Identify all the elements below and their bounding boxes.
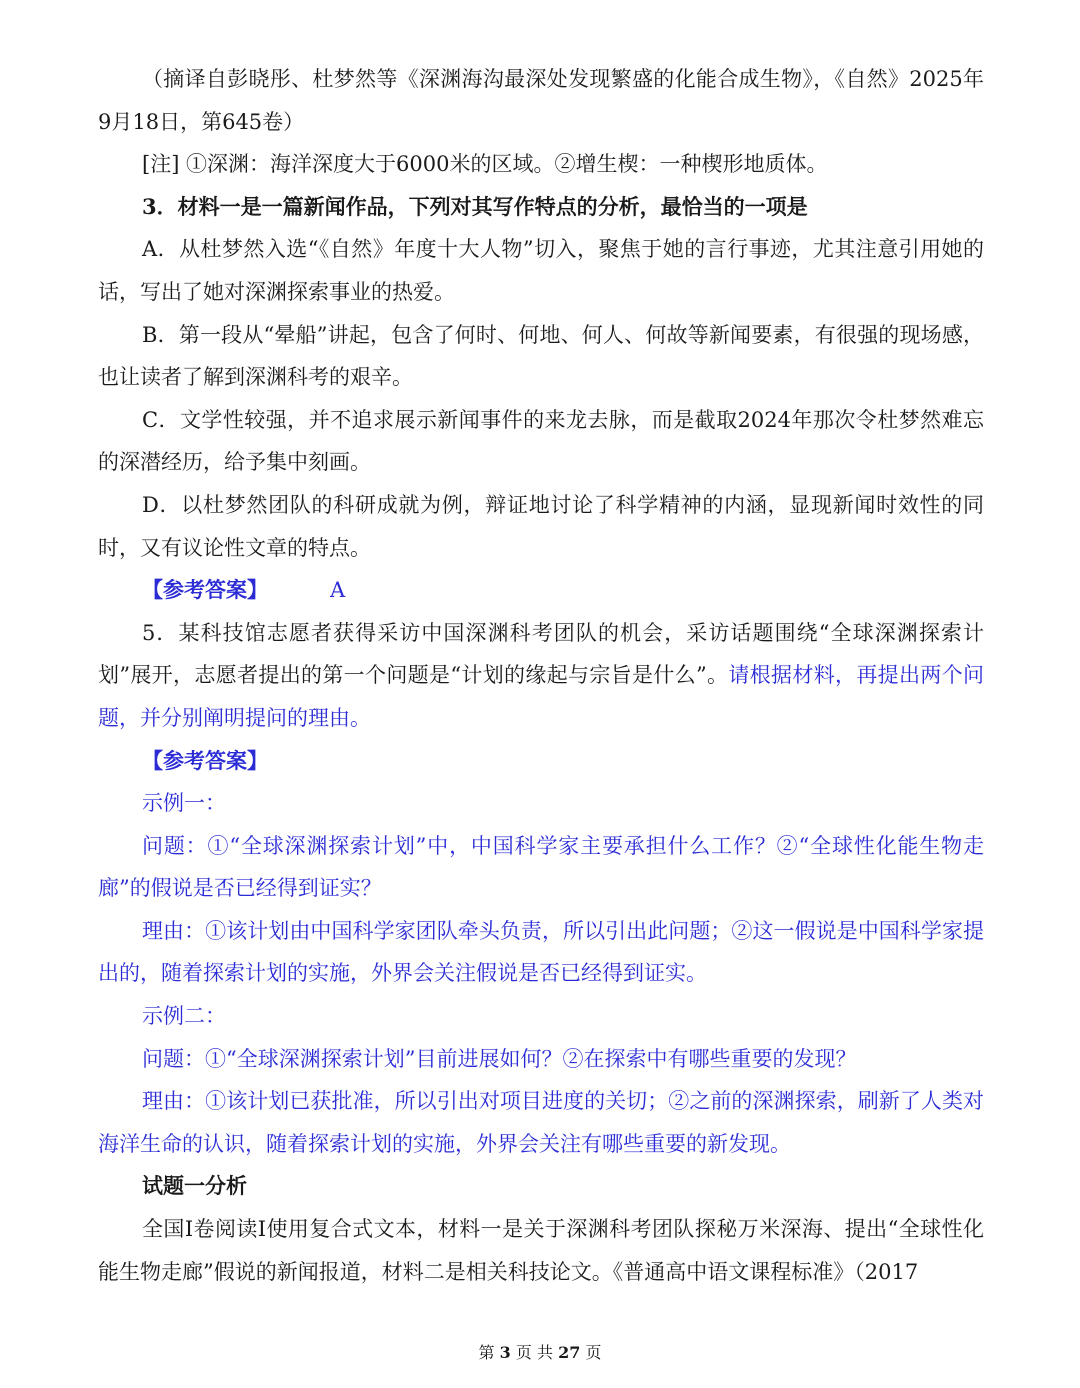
question-3-option-a: A．从杜梦然入选“《自然》年度十大人物”切入，聚焦于她的言行事迹，尤其注意引用她的话，写出了她对深渊探索事业的热爱。: [98, 237, 984, 304]
question-5-prompt: 5．某科技馆志愿者获得采访中国深渊科考团队的机会，采访话题围绕“全球深渊探索计划”展开，志愿者提出的第一个问题是“计划的缘起与宗旨是什么”。: [98, 620, 984, 688]
document-page: [98, 58, 984, 1293]
question-5-instruction: 请根据材料，再提出两个问题，并分别阐明提问的理由。: [98, 663, 984, 730]
footnote: [注] ①深渊：海洋深度大于6000米的区域。②增生楔：一种楔形地质体。: [142, 152, 828, 177]
page-footer: [0, 1340, 1080, 1363]
analysis-heading: 试题一分析: [142, 1173, 247, 1199]
footer-middle: 页 共: [515, 1343, 553, 1362]
example-2-reason: 理由：①该计划已获批准，所以引出对项目进度的关切；②之前的深渊探索，刷新了人类对海洋生命的认识，随着探索计划的实施，外界会关注有哪些重要的新发现。: [98, 1089, 984, 1156]
example-1-reason: 理由：①该计划由中国科学家团队牵头负责，所以引出此问题；②这一假说是中国科学家提出的，随着探索计划的实施，外界会关注假说是否已经得到证实。: [98, 918, 984, 986]
question-3-option-c: C．文学性较强，并不追求展示新闻事件的来龙去脉，而是截取2024年那次令杜梦然难忘的深潜经历，给予集中刻画。: [98, 407, 984, 475]
example-2-title: 示例二：: [142, 1004, 226, 1029]
question-3-option-b: B．第一段从“晕船”讲起，包含了何时、何地、何人、何故等新闻要素，有很强的现场感，也让读者了解到深渊科考的艰辛。: [98, 322, 984, 390]
analysis-body: 全国Ⅰ卷阅读Ⅰ使用复合式文本，材料一是关于深渊科考团队探秘万米深海、提出“全球性化能生物走廊”假说的新闻报道，材料二是相关科技论文。《普通高中语文课程标准》（2017: [98, 1217, 984, 1284]
footer-prefix: 第: [478, 1343, 495, 1362]
answer-label: 【参考答案】: [142, 577, 268, 603]
question-3: 3．材料一是一篇新闻作品，下列对其写作特点的分析，最恰当的一项是: [142, 193, 808, 219]
footer-suffix: 页: [585, 1343, 602, 1362]
answer-value: A: [330, 578, 346, 603]
question-3-option-d: D．以杜梦然团队的科研成就为例，辩证地讨论了科学精神的内涵，显现新闻时效性的同时，又有议论性文章的特点。: [98, 492, 984, 560]
example-1-question: 问题：①“全球深渊探索计划”中，中国科学家主要承担什么工作？②“全球性化能生物走廊”的假说是否已经得到证实？: [98, 833, 984, 901]
source-citation: （摘译自彭晓彤、杜梦然等《深渊海沟最深处发现繁盛的化能合成生物》，《自然》2025年9月18日，第645卷）: [98, 67, 984, 134]
question-5: [98, 612, 984, 740]
example-2-question: 问题：①“全球深渊探索计划”目前进展如何？②在探索中有哪些重要的发现？: [142, 1046, 857, 1071]
example-1-title: 示例一：: [142, 791, 226, 816]
current-page-number: 3: [499, 1343, 511, 1362]
question-5-answer-label: 【参考答案】: [142, 747, 268, 773]
question-3-answer: [98, 569, 984, 612]
total-pages-number: 27: [558, 1343, 581, 1362]
